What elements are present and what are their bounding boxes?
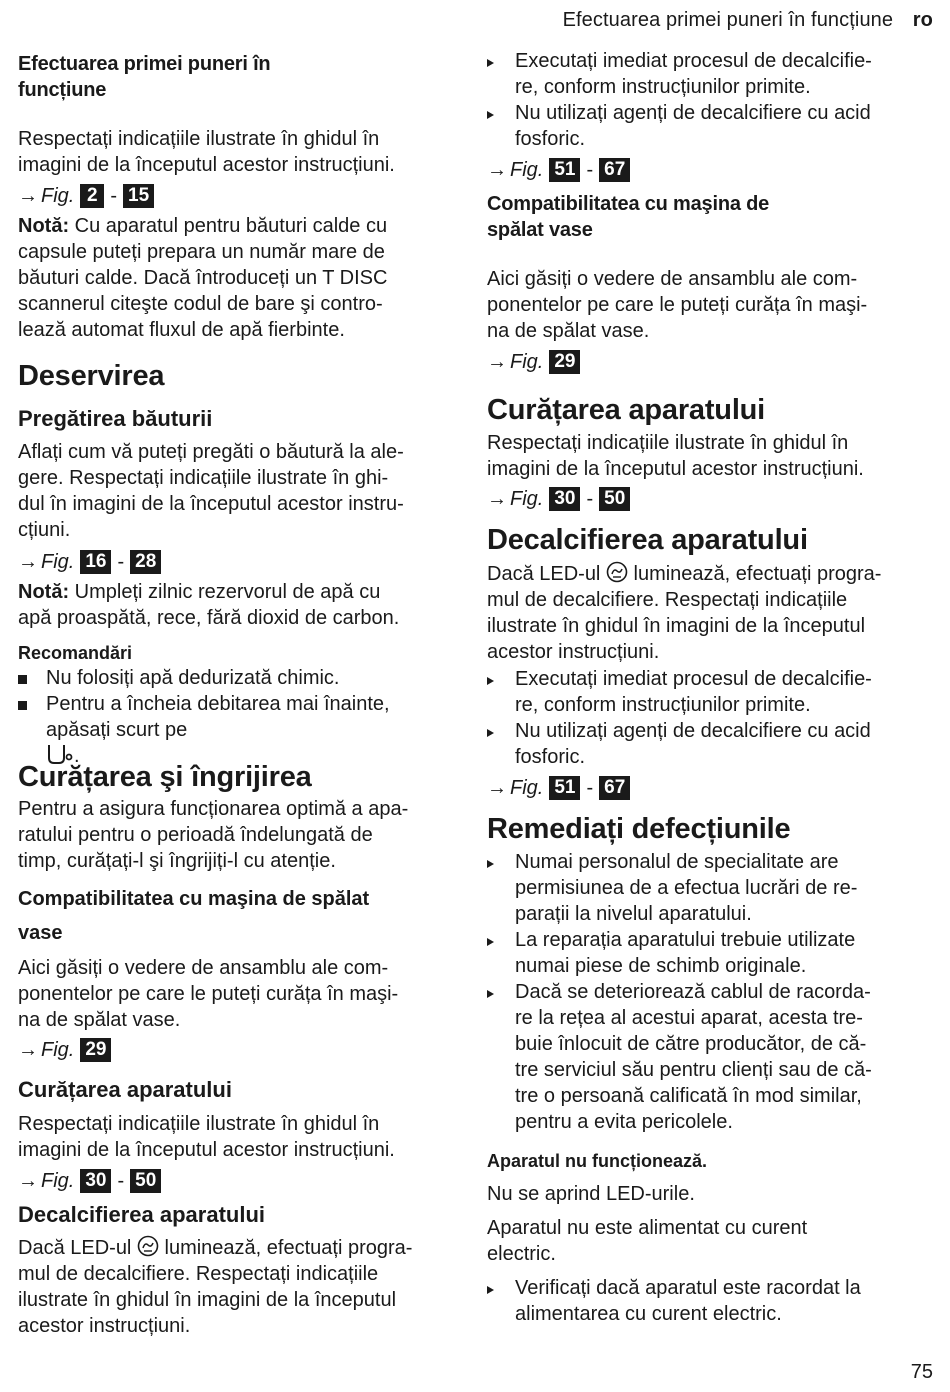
subsection-title-cleaning: Curățarea aparatului [18, 1077, 232, 1102]
list-item: Nu utilizați agenți de decalcifiere cu acid fosforic. [487, 718, 933, 770]
arrow-right-icon: → [487, 159, 507, 181]
cleaning-text: Respectați indicațiile ilustrate în ghidul în imagini de la începutul acestor instrucțiuni. [18, 1113, 395, 1161]
list-item: Dacă se deteriorează cablul de racorda- re la rețea al acestui aparat, acesta tre- buie înlocuit de către producător, de că- tre serviciul său pentru clienți sau de că- tre o persoană calificată în mod similar, pentru a evita pericolele. [487, 979, 933, 1135]
note-water-tank: Notă: Umpleți zilnic rezervorul de apă cu apă proaspătă, rece, fără dioxid de carbon. [18, 581, 400, 629]
fig-reference: → Fig. 29 [487, 347, 933, 377]
descaling-text: Dacă LED-ul luminează, efectuați progra- mul de decalcifiere. Respectați indicațiile ilustrate în ghidul în imagini de la începutul acestor instrucțiuni. [487, 563, 882, 663]
list-item: La reparația aparatului trebuie utilizate numai piese de schimb originale. [487, 927, 933, 979]
no-leds-text: Nu se aprind LED-urile. [487, 1183, 695, 1205]
descaling-instructions-list [487, 48, 933, 152]
triangle-bullet-icon [487, 111, 494, 119]
prepare-drink-text: Aflați cum vă puteți pregăti o băutură la ale- gere. Respectați indicațiile ilustrate în ghi- dul în imagini de la începutul acestor instru- cțiuni. [18, 441, 404, 541]
section-title-first-use: Efectuarea primei puneri în funcțiune [18, 53, 271, 101]
power-check-list [487, 1275, 933, 1327]
section-title-operation: Deservirea [18, 360, 165, 392]
descaling-led-icon [137, 1235, 159, 1257]
list-item: Executați imediat procesul de decalcifie- re, conform instrucțiunilor primite. [487, 48, 933, 100]
arrow-right-icon: → [487, 351, 507, 373]
subsection-title-dishwasher: Compatibilitatea cu maşina de spălat vase [18, 888, 370, 944]
subsection-title-descaling: Decalcifierea aparatului [18, 1202, 266, 1227]
descaling-text: Dacă LED-ul luminează, efectuați progra- mul de decalcifiere. Respectați indicațiile ilustrate în ghidul în imagini de la începutul acestor instrucțiuni. [18, 1237, 413, 1337]
triangle-bullet-icon [487, 677, 494, 685]
triangle-bullet-icon [487, 1286, 494, 1294]
triangle-bullet-icon [487, 729, 494, 737]
list-item: Nu folosiți apă dedurizată chimic. [18, 665, 470, 691]
recommendations-title: Recomandări [18, 643, 133, 663]
fig-reference: → Fig. 51 - 67 [487, 155, 933, 185]
language-code: ro [912, 9, 933, 31]
arrow-right-icon: → [487, 777, 507, 799]
note-first-use: Notă: Cu aparatul pentru băuturi calde cu capsule puteți prepara un număr mare de băuturi calde. Dacă întroduceți un T DISC scannerul citeşte codul de bare şi contro- lează automat fluxul de apă fierbinte. [18, 215, 388, 341]
subsection-title-not-working: Aparatul nu funcționează. [487, 1151, 708, 1171]
dishwasher-text: Aici găsiți o vedere de ansamblu ale com- ponentelor pe care le puteți curăța în maşi- na de spălat vase. [487, 268, 868, 342]
fig-reference: → Fig. 29 [18, 1035, 470, 1065]
fig-reference: → Fig. 30 - 50 [487, 484, 933, 514]
list-item: Numai personalul de specialitate are permisiunea de a efectua lucrări de re- parații la nivelul aparatului. [487, 849, 933, 927]
section-title-dishwasher: Compatibilitatea cu maşina de spălat vase [487, 193, 770, 241]
fig-reference: → Fig. 30 - 50 [18, 1166, 470, 1196]
descaling-instructions-list [487, 666, 933, 770]
troubleshooting-list [487, 849, 933, 1135]
cleaning-text: Respectați indicațiile ilustrate în ghidul în imagini de la începutul acestor instrucțiuni. [487, 432, 864, 480]
section-title-cleaning-care: Curățarea şi îngrijirea [18, 761, 312, 793]
triangle-bullet-icon [487, 59, 494, 67]
arrow-right-icon: → [18, 551, 38, 573]
descaling-led-icon [606, 561, 628, 583]
section-title-troubleshooting: Remediați defecțiunile [487, 813, 791, 845]
arrow-right-icon: → [18, 1170, 38, 1192]
list-item: Pentru a încheia debitarea mai înainte, apăsați scurt pe . [18, 691, 470, 769]
square-bullet-icon [18, 675, 27, 684]
arrow-right-icon: → [18, 185, 38, 207]
list-item: Executați imediat procesul de decalcifie- re, conform instrucțiunilor primite. [487, 666, 933, 718]
arrow-right-icon: → [18, 1039, 38, 1061]
triangle-bullet-icon [487, 938, 494, 946]
square-bullet-icon [18, 701, 27, 710]
running-header [563, 9, 933, 32]
page-number: 75 [910, 1361, 933, 1383]
arrow-right-icon: → [487, 488, 507, 510]
no-power-text: Aparatul nu este alimentat cu curent electric. [487, 1217, 808, 1265]
triangle-bullet-icon [487, 990, 494, 998]
first-use-text: Respectați indicațiile ilustrate în ghidul în imagini de la începutul acestor instrucțiuni. [18, 128, 395, 176]
section-title-descaling: Decalcifierea aparatului [487, 524, 808, 556]
triangle-bullet-icon [487, 860, 494, 868]
list-item: Nu utilizați agenți de decalcifiere cu acid fosforic. [487, 100, 933, 152]
fig-reference: → Fig. 51 - 67 [487, 773, 933, 803]
list-item: Verificați dacă aparatul este racordat la alimentarea cu curent electric. [487, 1275, 933, 1327]
subsection-title-prepare-drink: Pregătirea băuturii [18, 406, 213, 431]
header-title: Efectuarea primei puneri în funcțiune [562, 9, 894, 31]
section-title-cleaning: Curățarea aparatului [487, 394, 766, 426]
fig-reference: → Fig. 2 - 15 [18, 181, 470, 211]
fig-reference: → Fig. 16 - 28 [18, 547, 470, 577]
recommendations-list [18, 665, 470, 769]
cleaning-care-text: Pentru a asigura funcționarea optimă a apa- ratului pentru o perioadă îndelungată de timp, curățați-l şi îngrijiți-l cu atenție. [18, 798, 409, 872]
dishwasher-text: Aici găsiți o vedere de ansamblu ale com- ponentelor pe care le puteți curăța în maşi- na de spălat vase. [18, 957, 399, 1031]
